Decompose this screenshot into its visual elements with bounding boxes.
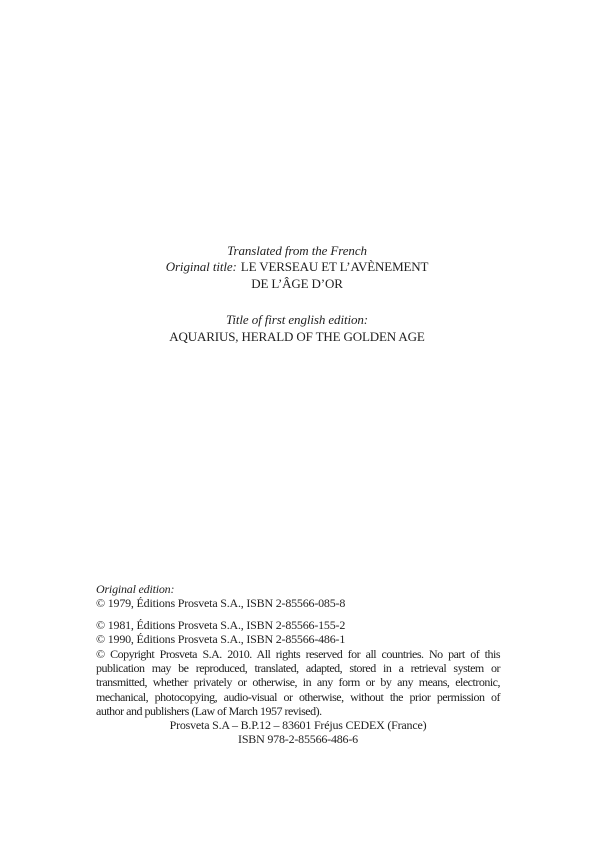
publisher-address: Prosveta S.A – B.P.12 – 83601 Fréjus CEDEX (France) <box>169 718 427 733</box>
copyright-notice-line: publication may be reproduced, translated, adapted, stored in a retrieval system or <box>96 660 500 675</box>
isbn-line: ISBN 978-2-85566-486-6 <box>238 732 358 747</box>
edition-line-1979: © 1979, Éditions Prosveta S.A., ISBN 2-85566-085-8 <box>96 596 346 611</box>
original-title-part1: LE VERSEAU ET L’AVÈNEMENT <box>240 259 429 275</box>
original-edition-label: Original edition: <box>96 582 175 596</box>
copyright-block <box>96 582 500 747</box>
copyright-notice-line: transmitted, whether privately or otherwise, in any form or by any means, electronic, <box>96 675 500 690</box>
later-editions <box>96 618 500 647</box>
translated-from-note: Translated from the French <box>227 243 367 258</box>
original-title-part2: DE L’ÂGE D’OR <box>251 275 343 291</box>
copyright-notice-line: author and publishers (Law of March 1957 revised). <box>96 703 322 718</box>
edition-line-1990: © 1990, Éditions Prosveta S.A., ISBN 2-85566-486-1 <box>96 632 346 647</box>
translation-block <box>0 243 594 345</box>
english-edition-label: Title of first english edition: <box>225 312 369 328</box>
copyright-notice-line: mechanical, photocopying, audio-visual or otherwise, without the prior permission of <box>96 689 500 704</box>
copyright-notice <box>96 647 500 718</box>
english-edition-title: AQUARIUS, HERALD OF THE GOLDEN AGE <box>169 328 425 344</box>
original-title-label: Original title: <box>165 259 237 275</box>
edition-line-1981: © 1981, Éditions Prosveta S.A., ISBN 2-85566-155-2 <box>96 618 346 633</box>
original-title-line <box>0 259 594 275</box>
copyright-notice-line: © Copyright Prosveta S.A. 2010. All rights reserved for all countries. No part of this <box>96 646 500 661</box>
